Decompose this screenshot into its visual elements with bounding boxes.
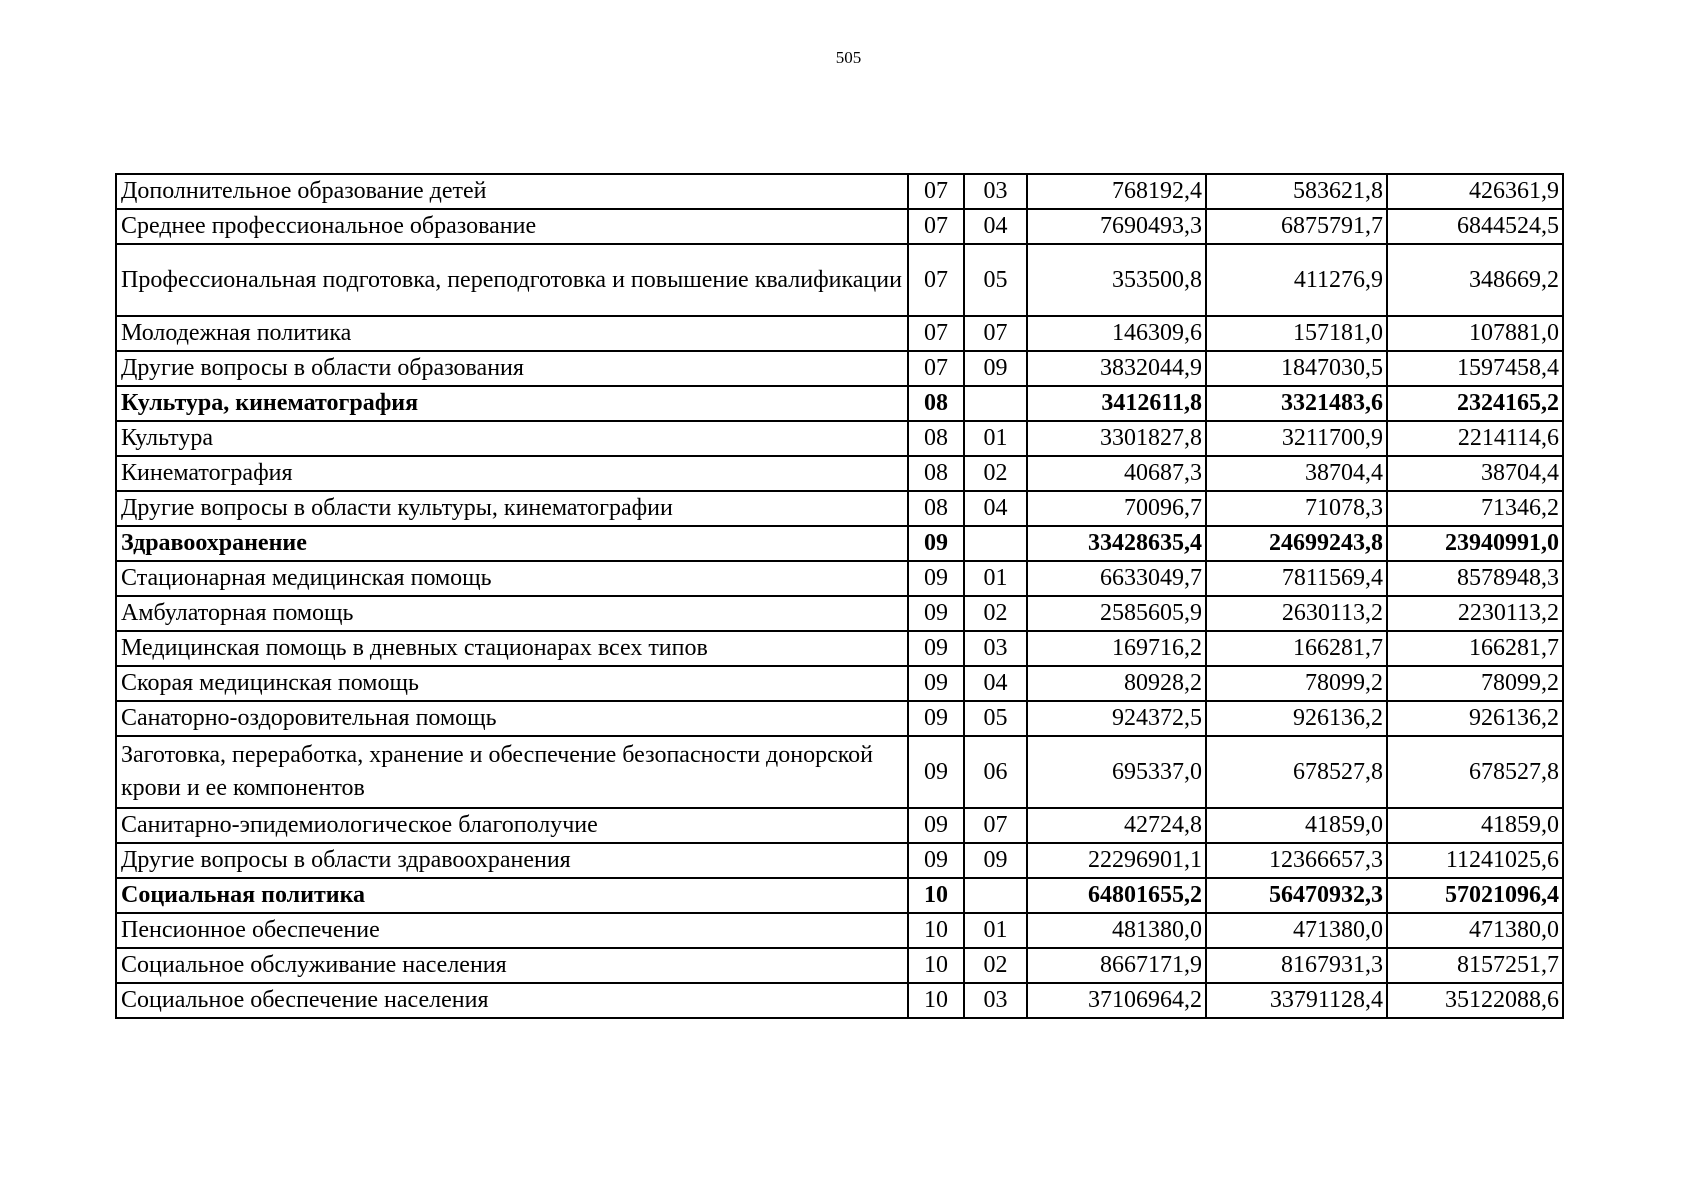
amount-1-cell: 146309,6	[1027, 316, 1206, 351]
amount-2-cell: 1847030,5	[1206, 351, 1387, 386]
table-row	[116, 983, 1563, 1018]
budget-table	[115, 173, 1564, 1019]
table-row	[116, 808, 1563, 843]
amount-2-cell: 8167931,3	[1206, 948, 1387, 983]
table-row	[116, 666, 1563, 701]
section-code-cell: 07	[908, 351, 964, 386]
section-code-cell: 07	[908, 244, 964, 316]
amount-2-cell: 78099,2	[1206, 666, 1387, 701]
amount-1-cell: 80928,2	[1027, 666, 1206, 701]
subsection-code-cell: 04	[964, 209, 1027, 244]
subsection-code-cell: 03	[964, 174, 1027, 209]
subsection-code-cell: 02	[964, 456, 1027, 491]
amount-1-cell: 42724,8	[1027, 808, 1206, 843]
table-row	[116, 209, 1563, 244]
subsection-code-cell: 07	[964, 808, 1027, 843]
row-name-cell: Культура, кинематография	[116, 386, 908, 421]
amount-2-cell: 41859,0	[1206, 808, 1387, 843]
amount-1-cell: 481380,0	[1027, 913, 1206, 948]
table-row	[116, 244, 1563, 316]
amount-1-cell: 353500,8	[1027, 244, 1206, 316]
amount-1-cell: 768192,4	[1027, 174, 1206, 209]
amount-2-cell: 7811569,4	[1206, 561, 1387, 596]
amount-1-cell: 7690493,3	[1027, 209, 1206, 244]
amount-2-cell: 12366657,3	[1206, 843, 1387, 878]
amount-3-cell: 57021096,4	[1387, 878, 1563, 913]
amount-1-cell: 22296901,1	[1027, 843, 1206, 878]
row-name-cell: Кинематография	[116, 456, 908, 491]
amount-3-cell: 78099,2	[1387, 666, 1563, 701]
table-row	[116, 736, 1563, 808]
subsection-code-cell: 06	[964, 736, 1027, 808]
subsection-code-cell	[964, 386, 1027, 421]
section-code-cell: 09	[908, 596, 964, 631]
table-row	[116, 561, 1563, 596]
amount-1-cell: 6633049,7	[1027, 561, 1206, 596]
table-row	[116, 701, 1563, 736]
table-row	[116, 174, 1563, 209]
row-name-cell: Санаторно-оздоровительная помощь	[116, 701, 908, 736]
amount-2-cell: 6875791,7	[1206, 209, 1387, 244]
amount-3-cell: 41859,0	[1387, 808, 1563, 843]
amount-1-cell: 33428635,4	[1027, 526, 1206, 561]
subsection-code-cell: 04	[964, 491, 1027, 526]
row-name-cell: Социальная политика	[116, 878, 908, 913]
table-row	[116, 878, 1563, 913]
row-name-cell: Заготовка, переработка, хранение и обеспечение безопасности донорской крови и ее компонентов	[116, 736, 908, 808]
table-row	[116, 526, 1563, 561]
amount-2-cell: 166281,7	[1206, 631, 1387, 666]
subsection-code-cell: 09	[964, 843, 1027, 878]
table-row	[116, 843, 1563, 878]
amount-3-cell: 2324165,2	[1387, 386, 1563, 421]
section-code-cell: 08	[908, 491, 964, 526]
row-name-cell: Другие вопросы в области образования	[116, 351, 908, 386]
table-row	[116, 456, 1563, 491]
section-code-cell: 10	[908, 878, 964, 913]
row-name-cell: Другие вопросы в области культуры, кинематографии	[116, 491, 908, 526]
row-name-cell: Культура	[116, 421, 908, 456]
amount-2-cell: 471380,0	[1206, 913, 1387, 948]
amount-3-cell: 471380,0	[1387, 913, 1563, 948]
amount-3-cell: 426361,9	[1387, 174, 1563, 209]
section-code-cell: 09	[908, 666, 964, 701]
row-name-cell: Здравоохранение	[116, 526, 908, 561]
subsection-code-cell: 01	[964, 561, 1027, 596]
table-row	[116, 596, 1563, 631]
table-row	[116, 316, 1563, 351]
amount-3-cell: 8578948,3	[1387, 561, 1563, 596]
table-row	[116, 948, 1563, 983]
amount-3-cell: 348669,2	[1387, 244, 1563, 316]
section-code-cell: 09	[908, 843, 964, 878]
table-row	[116, 351, 1563, 386]
amount-2-cell: 3321483,6	[1206, 386, 1387, 421]
section-code-cell: 08	[908, 456, 964, 491]
amount-1-cell: 70096,7	[1027, 491, 1206, 526]
table-row	[116, 491, 1563, 526]
subsection-code-cell: 03	[964, 631, 1027, 666]
subsection-code-cell: 05	[964, 701, 1027, 736]
row-name-cell: Молодежная политика	[116, 316, 908, 351]
amount-2-cell: 38704,4	[1206, 456, 1387, 491]
section-code-cell: 09	[908, 561, 964, 596]
subsection-code-cell	[964, 526, 1027, 561]
amount-1-cell: 8667171,9	[1027, 948, 1206, 983]
amount-3-cell: 38704,4	[1387, 456, 1563, 491]
row-name-cell: Социальное обслуживание населения	[116, 948, 908, 983]
amount-3-cell: 8157251,7	[1387, 948, 1563, 983]
amount-2-cell: 411276,9	[1206, 244, 1387, 316]
section-code-cell: 09	[908, 736, 964, 808]
row-name-cell: Социальное обеспечение населения	[116, 983, 908, 1018]
table-row	[116, 421, 1563, 456]
subsection-code-cell: 03	[964, 983, 1027, 1018]
table-row	[116, 386, 1563, 421]
amount-1-cell: 3412611,8	[1027, 386, 1206, 421]
section-code-cell: 08	[908, 386, 964, 421]
amount-3-cell: 71346,2	[1387, 491, 1563, 526]
section-code-cell: 10	[908, 948, 964, 983]
row-name-cell: Санитарно-эпидемиологическое благополучие	[116, 808, 908, 843]
row-name-cell: Амбулаторная помощь	[116, 596, 908, 631]
section-code-cell: 09	[908, 808, 964, 843]
amount-2-cell: 926136,2	[1206, 701, 1387, 736]
amount-1-cell: 37106964,2	[1027, 983, 1206, 1018]
amount-2-cell: 24699243,8	[1206, 526, 1387, 561]
subsection-code-cell	[964, 878, 1027, 913]
amount-2-cell: 583621,8	[1206, 174, 1387, 209]
section-code-cell: 09	[908, 631, 964, 666]
amount-2-cell: 56470932,3	[1206, 878, 1387, 913]
amount-1-cell: 64801655,2	[1027, 878, 1206, 913]
section-code-cell: 08	[908, 421, 964, 456]
amount-3-cell: 926136,2	[1387, 701, 1563, 736]
amount-1-cell: 3301827,8	[1027, 421, 1206, 456]
row-name-cell: Скорая медицинская помощь	[116, 666, 908, 701]
section-code-cell: 09	[908, 701, 964, 736]
subsection-code-cell: 04	[964, 666, 1027, 701]
amount-2-cell: 33791128,4	[1206, 983, 1387, 1018]
row-name-cell: Стационарная медицинская помощь	[116, 561, 908, 596]
subsection-code-cell: 02	[964, 948, 1027, 983]
amount-2-cell: 157181,0	[1206, 316, 1387, 351]
section-code-cell: 09	[908, 526, 964, 561]
budget-table-body	[116, 174, 1563, 1018]
section-code-cell: 07	[908, 174, 964, 209]
section-code-cell: 10	[908, 913, 964, 948]
subsection-code-cell: 07	[964, 316, 1027, 351]
subsection-code-cell: 01	[964, 421, 1027, 456]
subsection-code-cell: 09	[964, 351, 1027, 386]
section-code-cell: 10	[908, 983, 964, 1018]
amount-3-cell: 2214114,6	[1387, 421, 1563, 456]
subsection-code-cell: 05	[964, 244, 1027, 316]
amount-3-cell: 678527,8	[1387, 736, 1563, 808]
amount-1-cell: 924372,5	[1027, 701, 1206, 736]
amount-1-cell: 695337,0	[1027, 736, 1206, 808]
row-name-cell: Медицинская помощь в дневных стационарах всех типов	[116, 631, 908, 666]
amount-3-cell: 2230113,2	[1387, 596, 1563, 631]
subsection-code-cell: 01	[964, 913, 1027, 948]
amount-1-cell: 40687,3	[1027, 456, 1206, 491]
amount-1-cell: 3832044,9	[1027, 351, 1206, 386]
amount-3-cell: 1597458,4	[1387, 351, 1563, 386]
amount-3-cell: 166281,7	[1387, 631, 1563, 666]
amount-2-cell: 678527,8	[1206, 736, 1387, 808]
subsection-code-cell: 02	[964, 596, 1027, 631]
row-name-cell: Профессиональная подготовка, переподготовка и повышение квалификации	[116, 244, 908, 316]
row-name-cell: Другие вопросы в области здравоохранения	[116, 843, 908, 878]
table-row	[116, 913, 1563, 948]
amount-3-cell: 35122088,6	[1387, 983, 1563, 1018]
amount-2-cell: 2630113,2	[1206, 596, 1387, 631]
amount-3-cell: 6844524,5	[1387, 209, 1563, 244]
page-number: 505	[835, 48, 862, 67]
amount-1-cell: 2585605,9	[1027, 596, 1206, 631]
amount-1-cell: 169716,2	[1027, 631, 1206, 666]
amount-2-cell: 3211700,9	[1206, 421, 1387, 456]
amount-2-cell: 71078,3	[1206, 491, 1387, 526]
section-code-cell: 07	[908, 316, 964, 351]
row-name-cell: Пенсионное обеспечение	[116, 913, 908, 948]
section-code-cell: 07	[908, 209, 964, 244]
table-row	[116, 631, 1563, 666]
amount-3-cell: 107881,0	[1387, 316, 1563, 351]
row-name-cell: Дополнительное образование детей	[116, 174, 908, 209]
row-name-cell: Среднее профессиональное образование	[116, 209, 908, 244]
amount-3-cell: 23940991,0	[1387, 526, 1563, 561]
amount-3-cell: 11241025,6	[1387, 843, 1563, 878]
